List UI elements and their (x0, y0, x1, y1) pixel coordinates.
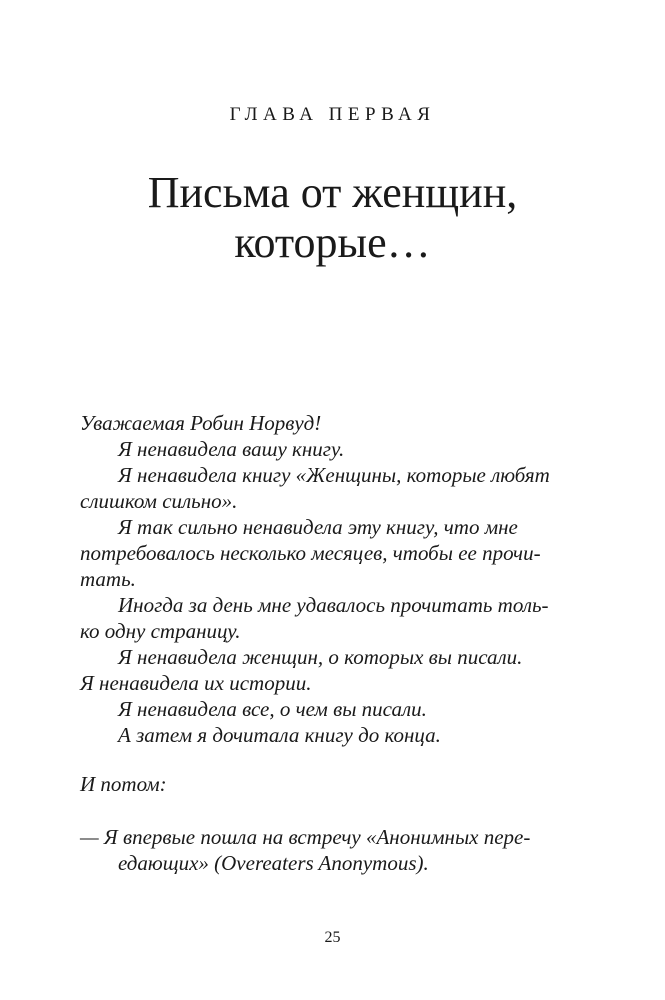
text-line: Уважаемая Робин Норвуд! (80, 411, 322, 435)
text-line: Иногда за день мне удавалось прочитать толь- (118, 593, 549, 617)
text-line: Я ненавидела женщин, о которых вы писали. (118, 645, 523, 669)
chapter-title (0, 168, 665, 268)
text-line: — Я впервые пошла на встречу «Анонимных пере- (80, 825, 531, 849)
text-line: А затем я дочитала книгу до конца. (118, 723, 441, 747)
text-line: едающих» (Overeaters Anonymous). (118, 851, 429, 875)
text-line: Я ненавидела их истории. (80, 671, 312, 695)
text-line: потребовалось несколько месяцев, чтобы ее прочи- (80, 541, 541, 565)
chapter-title-line: которые… (234, 218, 431, 267)
text-line: слишком сильно». (80, 489, 238, 513)
letter-text (80, 410, 590, 748)
text-line: Я ненавидела книгу «Женщины, которые любят (118, 463, 550, 487)
then-text: И потом: (80, 772, 167, 796)
text-line: Я ненавидела все, о чем вы писали. (118, 697, 427, 721)
page-number: 25 (324, 929, 341, 946)
chapter-label: ГЛАВА ПЕРВАЯ (229, 104, 436, 125)
text-line: ко одну страницу. (80, 619, 241, 643)
text-line: Я так сильно ненавидела эту книгу, что мне (118, 515, 518, 539)
text-line: Я ненавидела вашу книгу. (118, 437, 345, 461)
chapter-title-line: Письма от женщин, (147, 168, 518, 217)
text-line: тать. (80, 567, 136, 591)
quote-text (80, 824, 590, 876)
